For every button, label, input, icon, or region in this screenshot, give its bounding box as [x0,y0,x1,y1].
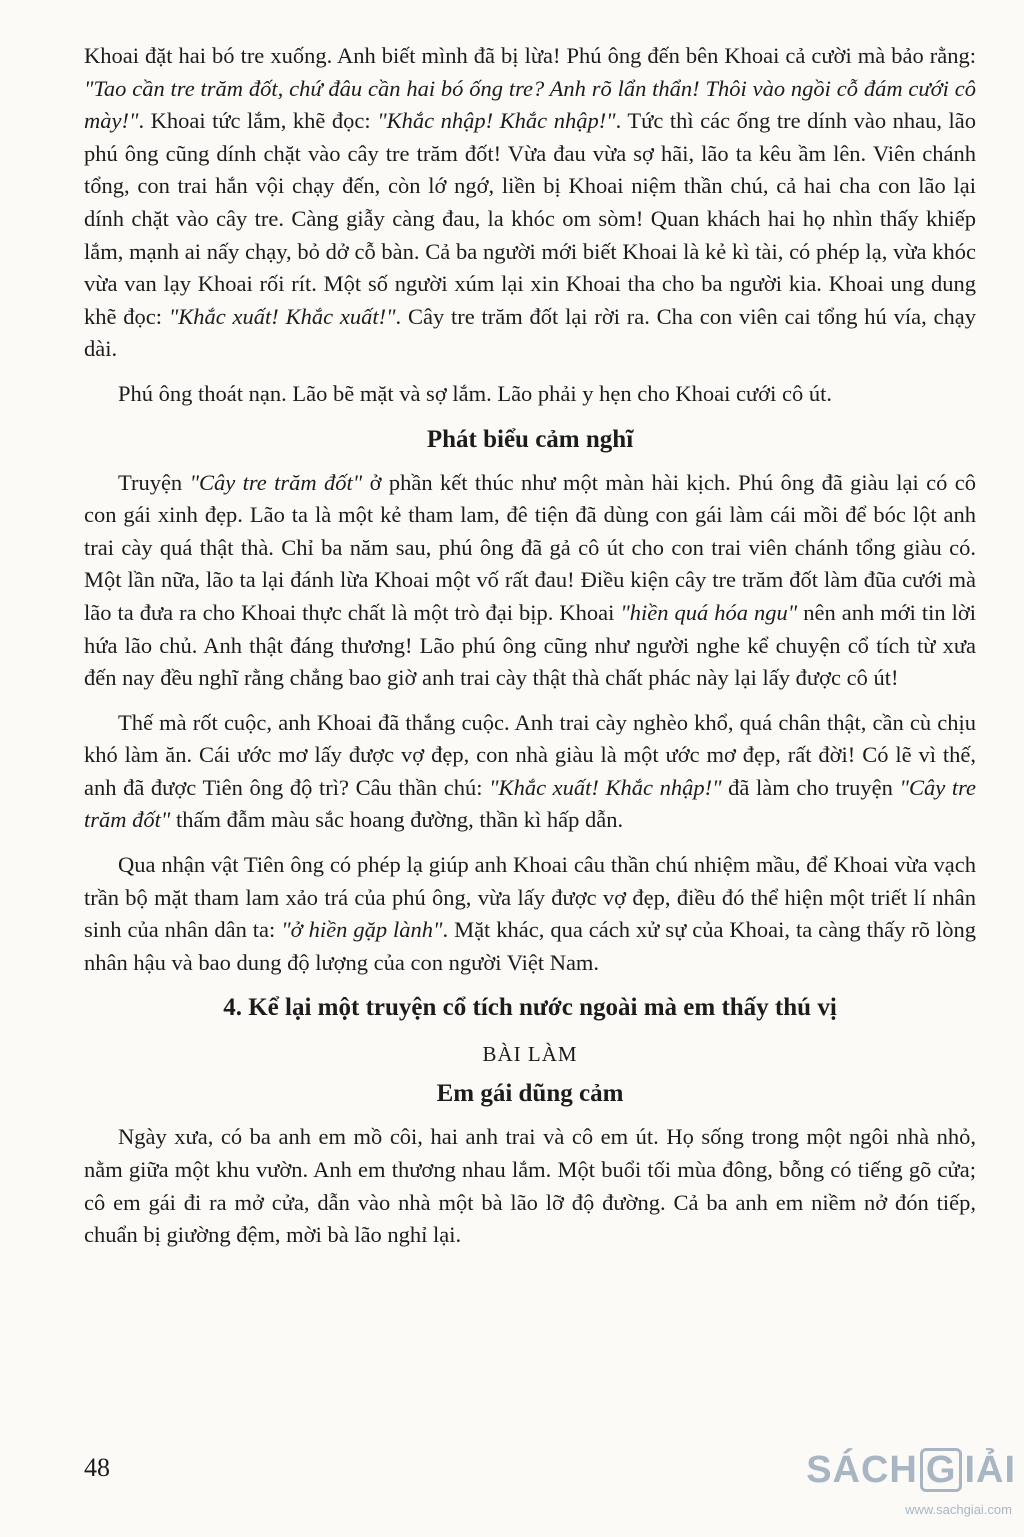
text-span: nên anh mới tin lời hứa lão chủ. Anh thật đáng thương! Lão phú ông cũng như người nghe kể chuyện cổ tích từ xưa đến nay đều nghĩ rằng chẳng bao giờ anh trai cày thật thà chất phác này lại lấy được cô út! [84,599,977,691]
watermark [806,1448,1016,1517]
quote-italic: "Khắc xuất! Khắc nhập!" [489,774,722,800]
paragraph-6: Ngày xưa, có ba anh em mồ côi, hai anh trai và cô em út. Họ sống trong một ngôi nhà nhỏ, nằm giữa một khu vườn. Anh em thương nhau lắm. Một buổi tối mùa đông, bỗng có tiếng gõ cửa; cô em gái đi ra mở cửa, dẫn vào nhà một bà lão lỡ độ đường. Cả ba anh em niềm nở đón tiếp, chuẩn bị giường đệm, mời bà lão nghỉ lại. [84,1124,976,1248]
quote-italic: "Tao cần tre trăm đốt, chứ đâu cần hai bó ống tre? Anh rõ lẩn thẩn! Thôi vào ngồi cỗ đám cưới cô mày!" [84,75,976,134]
text-span: . Cây tre trăm đốt lại rời ra. Cha con viên cai tổng hú vía, chạy dài. [84,303,976,362]
quote-italic: "Khắc nhập! Khắc nhập!" [377,108,616,134]
watermark-url: www.sachgiai.com [905,1502,1012,1517]
text-span: Truyện [118,469,190,495]
logo-text: SÁCH [806,1449,918,1491]
quote-italic: "Khắc xuất! Khắc xuất!" [168,303,396,329]
text-span: Khoai đặt hai bó tre xuống. Anh biết mình đã bị lừa! Phú ông đến bên Khoai cả cười mà bảo rằng: [84,43,976,68]
page-content [84,40,976,1264]
paragraph-4 [84,707,976,837]
text-span: thấm đẫm màu sắc hoang đường, thần kì hấp dẫn. [170,807,624,833]
text-span: Qua nhận vật Tiên ông có phép lạ giúp anh Khoai câu thần chú nhiệm mầu, để Khoai vừa vạch trần bộ mặt tham lam xảo trá của phú ông, vừa lấy được vợ đẹp, điều đó thể hiện một triết lí nhân sinh của nhân dân ta: [84,852,976,943]
paragraph-2: Phú ông thoát nạn. Lão bẽ mặt và sợ lắm. Lão phải y hẹn cho Khoai cưới cô út. [118,380,832,406]
section-heading-cam-nghi: Phát biểu cảm nghĩ [426,425,634,453]
text-span: . Tức thì các ống tre dính vào nhau, lão phú ông cũng dính chặt vào cây tre trăm đốt! Vừa đau vừa sợ hãi, lão ta kêu ầm lên. Viên chánh tổng, con trai hắn vội chạy đến, còn lớ ngớ, liền bị Khoai niệm thần chú, cả hai cha con lão lại dính chặt vào cây tre. Càng giẫy càng đau, la khóc om sòm! Quan khách hai họ nhìn thấy khiếp lắm, mạnh ai nấy chạy, bỏ dở cỗ bàn. Cả ba người mới biết Khoai là kẻ kì tài, có phép lạ, vừa khóc vừa van lạy Khoai rối rít. Một số người xúm lại xin Khoai tha cho ba người kia. Khoai ung dung khẽ đọc: [84,108,976,329]
paragraph-5 [84,849,976,979]
bai-lam-label: BÀI LÀM [482,1042,578,1067]
quote-italic: "hiền quá hóa ngu" [620,599,798,625]
quote-italic: "ở hiền gặp lành" [281,917,443,943]
logo-boxed-letter: G [920,1448,963,1492]
text-span: ở phần kết thúc như một màn hài kịch. Phú ông đã giàu lại có cô con gái xinh đẹp. Lão ta là một kẻ tham lam, đê tiện đã dùng con gái làm cái mồi để bóc lột anh trai cày quá thật thà. Chỉ ba năm sau, phú ông đã gả cô út cho con trai viên chánh tổng giàu có. Một lần nữa, lão ta lại đánh lừa Khoai một vố rất đau! Điều kiện cây tre trăm đốt làm đũa cưới mà lão ta đưa ra cho Khoai thực chất là một trò đại bịp. Khoai [84,469,976,625]
text-span: . Khoai tức lắm, khẽ đọc: [138,108,378,134]
story-title: Em gái dũng cảm [436,1080,624,1108]
paragraph-3 [84,467,976,695]
page-number: 48 [84,1453,110,1482]
text-span: . Mặt khác, qua cách xử sự của Khoai, ta càng thấy rõ lòng nhân hậu và bao dung độ lượng của con người Việt Nam. [84,917,976,975]
watermark-logo [806,1448,1016,1492]
quote-italic: "Cây tre trăm đốt" [189,469,363,495]
logo-text: IẢI [964,1449,1016,1491]
text-span: đã làm cho truyện [721,774,900,800]
section-heading-4: 4. Kể lại một truyện cổ tích nước ngoài mà em thấy thú vị [223,994,837,1022]
quote-italic: "Cây tre trăm đốt" [84,774,976,833]
text-span: Thế mà rốt cuộc, anh Khoai đã thắng cuộc. Anh trai cày nghèo khổ, quá chân thật, cần cù chịu khó làm ăn. Cái ước mơ lấy được vợ đẹp, con nhà giàu là một ước mơ đẹp, rất đời! Có lẽ vì thế, anh đã được Tiên ông độ trì? Câu thần chú: [84,709,976,800]
paragraph-1 [84,40,976,366]
